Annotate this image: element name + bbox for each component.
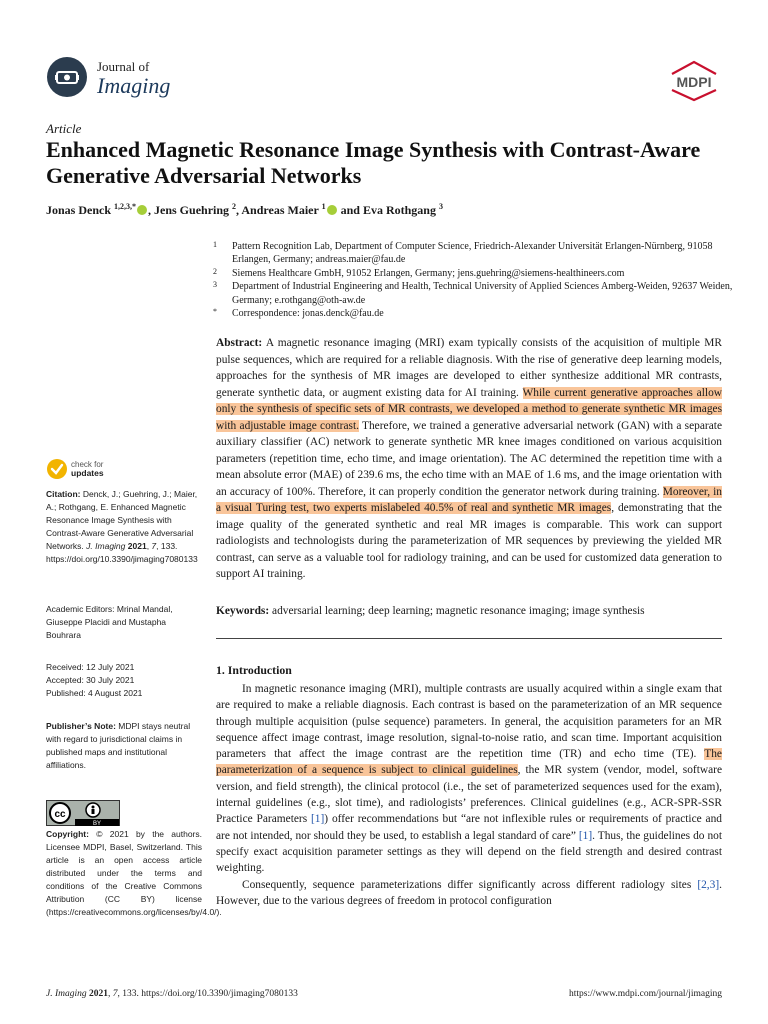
journal-logo — [46, 56, 88, 98]
affiliation-text: Siemens Healthcare GmbH, 91052 Erlangen, Germany; jens.guehring@siemens-healthineers.com — [232, 267, 625, 279]
affiliation-text: Correspondence: jonas.denck@fau.de — [232, 308, 384, 320]
affiliation-item — [213, 307, 733, 320]
body-highlight: The parameterization of a sequence is subject to clinical guidelines — [216, 748, 722, 777]
authors-line: Jonas Denck $^{1,2,3,*}$ , Jens Guehring $^2$, Andreas Maier $^1$ and Eva Rothgang $^3$ — [46, 202, 443, 217]
check-updates-small: check for — [71, 460, 104, 469]
citation-link[interactable]: [1] — [578, 829, 593, 842]
orcid-icon[interactable] — [137, 205, 147, 215]
citation-journal: J. Imaging — [86, 541, 126, 551]
affiliation-number: 2 — [213, 266, 217, 276]
citation-label: Citation: — [46, 489, 81, 499]
affiliation-item — [213, 240, 733, 267]
author-sup: 1 — [321, 202, 326, 211]
footer-year: 2021 — [89, 989, 109, 999]
paragraph-text: . Thus, the guidelines do not specify exact acquisition parameter settings as they will depend on the field strength and desired contrast weighting. — [216, 829, 722, 875]
cc-by-license-badge[interactable] — [46, 800, 120, 826]
paragraph — [216, 681, 722, 877]
affiliations — [213, 240, 733, 320]
affiliation-text: Department of Industrial Engineering and Health, Technical University of Applied Sciences Amberg-Weiden, 92637 Weiden, Germany; e.rothgang@oth-aw.de — [232, 281, 733, 306]
journal-name-line2: Imaging — [97, 73, 171, 98]
paragraph-text: Consequently, sequence parameterizations differ significantly across different radiology sites — [242, 878, 698, 891]
affiliation-text: Pattern Recognition Lab, Department of Computer Science, Friedrich-Alexander Universität Erlangen-Nürnberg, 91058 Erlangen, Germany; andreas.maier@fau.de — [232, 241, 713, 266]
received-date: Received: 12 July 2021 — [46, 662, 135, 672]
citation-text: Denck, J.; Guehring, J.; Maier, A.; Rothgang, E. Enhanced Magnetic Resonance Image Synthesis with Contrast-Aware Generative Adversarial Networks. — [46, 489, 198, 551]
check-updates-icon — [46, 458, 68, 480]
copyright-label: Copyright: — [46, 829, 89, 839]
author-name: Andreas Maier — [241, 203, 319, 217]
author-sup: 1,2,3,* — [114, 202, 137, 211]
check-for-updates-badge[interactable] — [46, 458, 146, 482]
abstract-text: Therefore, we trained a generative adversarial network (GAN) with a separate auxiliary classifier (AC) network to generate synthetic MR knee images conditioned on various acquisition parameters (repetition time, echo time, and image orientation). The AC determined the repetition time with a mean absolute error (MAE) of 239.6 ms, the echo time with an MAE of 1.6 ms, and the image orientation with an accuracy of 100%. Therefore, it can properly condition the generator network during training. — [216, 419, 722, 498]
citation-doi[interactable]: , 133. https://doi.org/10.3390/jimaging7080133 — [46, 541, 198, 564]
footer-journal-url[interactable]: https://www.mdpi.com/journal/jimaging — [569, 989, 722, 999]
keywords-text: adversarial learning; deep learning; magnetic resonance imaging; image synthesis — [272, 605, 645, 617]
keywords — [216, 603, 722, 619]
academic-editors: Academic Editors: Mrinal Mandal, Giuseppe Placidi and Mustapha Bouhrara — [46, 604, 173, 640]
orcid-icon[interactable] — [327, 205, 337, 215]
publisher-note-label: Publisher’s Note: — [46, 721, 116, 731]
author-name: Jonas Denck — [46, 203, 112, 217]
author-name: Jens Guehring — [154, 203, 230, 217]
abstract-text: A magnetic resonance imaging (MRI) exam typically consists of the acquisition of multiple MR pulse sequences, which are required for a reliable diagnosis. With the rise of generative deep learning models, approaches for the synthesis of MR images are developed to either synthesize additional MR contrasts, generate synthetic data, or augment existing data for AI training. — [216, 337, 723, 399]
paragraph — [216, 877, 722, 910]
footer-citation: J. Imaging 2021, 7, 133. https://doi.org/10.3390/jimaging7080133 — [46, 989, 298, 999]
footer-journal: J. Imaging — [46, 989, 87, 999]
abstract-highlight: Moreover, in a visual Turing test, two experts mislabeled 40.5% of real and synthetic MR images — [216, 485, 722, 514]
cc-by-text: BY — [92, 821, 102, 827]
svg-text:cc: cc — [54, 809, 66, 820]
introduction-body — [216, 681, 722, 909]
article-type: Article — [46, 121, 82, 136]
affiliation-item — [213, 267, 733, 280]
footer-doi[interactable]: , 133. https://doi.org/10.3390/jimaging7080133 — [117, 989, 298, 999]
cc-by-icon — [47, 801, 121, 827]
publisher-note — [46, 720, 202, 772]
journal-name — [97, 60, 170, 97]
author-name: Eva Rothgang — [362, 203, 436, 217]
section-divider — [216, 638, 722, 639]
abstract-highlight: While current generative approaches allow only the synthesis of specific sets of MR contrasts, we developed a method to generate synthetic MR images with adjustable image contrast. — [216, 386, 722, 432]
footer-volume: 7 — [112, 989, 118, 999]
abstract — [216, 335, 722, 583]
copyright-text: © 2021 by the authors. Licensee MDPI, Basel, Switzerland. This article is an open access article distributed under the terms and conditions of the Creative Commons Attribution (CC BY) license (https://creativecommons.org/licenses/by/4.0/). — [46, 829, 222, 917]
journal-name-line1: Journal of — [97, 59, 150, 74]
copyright-block — [46, 828, 222, 919]
dates-block — [46, 661, 202, 700]
mdpi-logo-text: MDPI — [676, 74, 712, 90]
abstract-text: , demonstrating that the image quality of the generated synthetic and real MR images is comparable. This work can support radiologists and technologists during the parameterization of MR sequences by previewing the yielded MR contrast, can serve as a valuable tool for radiology training, and can be used for customized data generation to support AI training. — [216, 502, 722, 580]
check-updates-big: updates — [71, 468, 104, 478]
paragraph-text: ) offer recommendations but “are not inflexible rules or requirements of practice and are not intended, nor should they be used, to establish a legal standard of care” — [216, 813, 723, 842]
publisher-note-text: MDPI stays neutral with regard to jurisdictional claims in published maps and institutional affiliations. — [46, 721, 191, 770]
paragraph-text: . However, due to the various degrees of freedom in protocol configuration — [216, 878, 722, 907]
mdpi-logo — [666, 60, 722, 102]
check-updates-text — [71, 460, 104, 478]
abstract-label: Abstract: — [216, 337, 263, 349]
author-sup: 3 — [438, 202, 443, 211]
citation-block: Citation: Denck, J.; Guehring, J.; Maier, A.; Rothgang, E. Enhanced Magnetic Resonance Image Synthesis with Contrast-Aware Generative Adversarial Networks. J. Imaging 2021, 7, 133. https://doi.org/10.3390/jimaging7080133 — [46, 489, 198, 564]
published-date: Published: 4 August 2021 — [46, 688, 143, 698]
accepted-date: Accepted: 30 July 2021 — [46, 675, 135, 685]
citation-year: 2021 — [127, 541, 147, 551]
citation-link[interactable]: [2,3] — [697, 878, 720, 891]
affiliation-item — [213, 280, 733, 307]
affiliation-number: 3 — [213, 280, 217, 290]
keywords-label: Keywords: — [216, 605, 270, 617]
affiliation-number: * — [213, 307, 217, 317]
paper-title: Enhanced Magnetic Resonance Image Synthesis with Contrast-Aware Generative Adversarial Networks — [46, 137, 701, 188]
citation-link[interactable]: [1] — [311, 813, 325, 826]
section-heading: 1. Introduction — [216, 663, 292, 677]
author-sup: 2 — [232, 202, 237, 211]
citation-volume: 7 — [151, 541, 157, 551]
paragraph-text: In magnetic resonance imaging (MRI), multiple contrasts are usually acquired within a single exam that are required to make a reliable diagnosis. Each contrast is based on the parameterization of an MR sequence through multiple acquisition (pulse sequence) parameters. In general, the acquisition parameters for an MR sequence affect image contrast, image resolution, signal-to-noise ratio, and scan time. Important acquisition parameters that affect the image contrast are the repetition time (TR) and echo time (TE). — [216, 683, 722, 761]
affiliation-number: 1 — [213, 240, 217, 249]
paragraph-text: , the MR system (vendor, model, software version, and field strength), the clinical protocol (i.e., the set of parameterized sequences used for the exam), internal guidelines (e.g., slot time), and radiologists’ preferences. Clinical guidelines (e.g., ACR-SPR-SSR Practice Parameters — [216, 764, 722, 826]
